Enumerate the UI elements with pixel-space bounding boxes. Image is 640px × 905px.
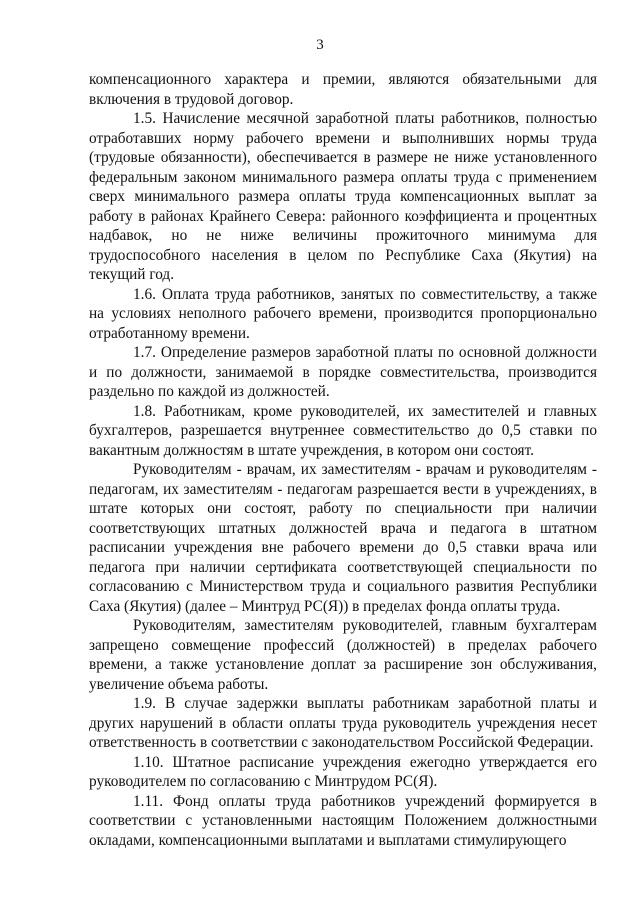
paragraph-1-6: 1.6. Оплата труда работников, занятых по совместительству, а также на условиях неполного рабочего времени, производится пропорционально отработанному времени. [89, 285, 597, 342]
paragraph-1-11: 1.11. Фонд оплаты труда работников учреждений формируется в соответствии с установленными настоящим Положением должностными окладами, компенсационными выплатами и выплатами стимулирующего [89, 792, 597, 849]
page-number: 3 [316, 37, 324, 53]
document-body [89, 70, 597, 850]
paragraph-1-5: 1.5. Начисление месячной заработной платы работников, полностью отработавших норму рабочего времени и выполнивших нормы труда (трудовые обязанности), обеспечивается в размере не ниже установленного федеральным законом минимального размера оплаты труда с применением сверх минимального размера оплаты труда компенсационных выплат за работу в районах Крайнего Севера: районного коэффициента и процентных надбавок, но не ниже величины прожиточного минимума для трудоспособного населения в целом по Республике Саха (Якутия) на текущий год. [89, 110, 597, 283]
paragraph-1-8-heads: Руководителям, заместителям руководителей, главным бухгалтерам запрещено совмещение профессий (должностей) в пределах рабочего времени, а также установление доплат за расширение зон обслуживания, увеличение объема работы. [89, 617, 597, 693]
paragraph-1-8: 1.8. Работникам, кроме руководителей, их заместителей и главных бухгалтеров, разрешается внутреннее совместительство до 0,5 ставки по вакантным должностям в штате учреждения, в котором они состоят. [89, 402, 597, 459]
paragraph-1-9: 1.9. В случае задержки выплаты работникам заработной платы и других нарушений в области оплаты труда руководитель учреждения несет ответственность в соответствии с законодательством Российской Федерации. [89, 695, 597, 751]
paragraph-1-7: 1.7. Определение размеров заработной платы по основной должности и по должности, занимаемой в порядке совместительства, производится раздельно по каждой из должностей. [89, 344, 597, 400]
paragraph-carryover: компенсационного характера и премии, являются обязательными для включения в трудовой договор. [89, 71, 597, 108]
paragraph-1-8-doctors: Руководителям - врачам, их заместителям - врачам и руководителям - педагогам, их заместителям - педагогам разрешается вести в учреждениях, в штате которых они состоят, работу по специальности при наличии соответствующих штатных должностей врача и педагога в штатном расписании учреждения вне рабочего времени до 0,5 ставки врача или педагога при наличии сертификата соответствующей специальности по согласованию с Министерством труда и социального развития Республики Саха (Якутия) (далее – Минтруд РС(Я)) в пределах фонда оплаты труда. [89, 461, 597, 615]
paragraph-1-10: 1.10. Штатное расписание учреждения ежегодно утверждается его руководителем по согласованию с Минтрудом РС(Я). [89, 753, 597, 790]
